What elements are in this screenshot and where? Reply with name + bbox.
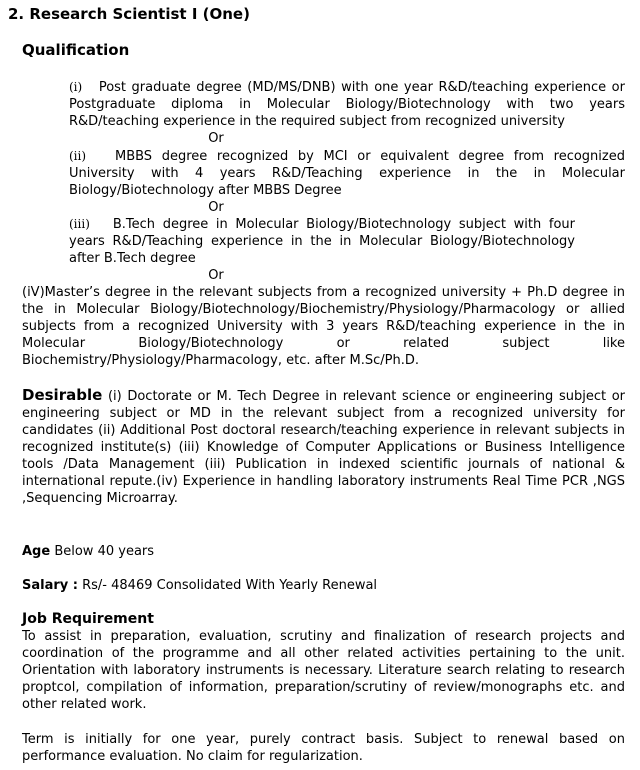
term-text: Term is initially for one year, purely contract basis. Subject to renewal based on performance evaluation. No claim for regularization. [22,732,625,764]
or-separator: Or [208,131,224,146]
section-title: 2. Research Scientist I (One) [8,5,250,23]
or-separator: Or [208,200,224,215]
age-value: Below 40 years [54,544,155,559]
option-text: MBBS degree recognized by MCI or equivalent degree from recognized University with 4 years R&D/Teaching experience in the in Molecular Biology/Biotechnology after MBBS Degree [69,149,625,198]
option-marker: (i) [69,80,83,94]
salary-line [22,577,377,594]
option-marker: (ii) [69,149,87,163]
option-text: Master’s degree in the relevant subjects from a recognized university + Ph.D degree in the in Molecular Biology/Biotechnology/Biochemistry/Physiology/Pharmacology or allied subjects from a recognized University with 3 years R&D/teaching experience in the in Molecular Biology/Biotechnology or related subject like Biochemistry/Physiology/Pharmacology, etc. after M.Sc/Ph.D. [22,285,625,368]
qualification-option-1 [69,79,625,130]
option-text: Post graduate degree (MD/MS/DNB) with one year R&D/teaching experience or Postgraduate diploma in Molecular Biology/Biotechnology with two years R&D/teaching experience in the required subject from recognized university [69,80,625,129]
job-requirement-text: To assist in preparation, evaluation, scrutiny and finalization of research projects and coordination of the programme and all other related activities pertaining to the unit. Orientation with laboratory instruments is necessary. Literature search relating to research proptcol, compilation of information, preparation/scrutiny of review/monographs etc. and other related work. [22,629,625,712]
salary-label: Salary : [22,578,78,593]
qualification-heading: Qualification [22,41,130,59]
salary-value: Rs/- 48469 Consolidated With Yearly Renewal [82,578,378,593]
age-line [22,543,154,560]
option-text: B.Tech degree in Molecular Biology/Biotechnology subject with four years R&D/Teaching experience in the in Molecular Biology/Biotechnology after B.Tech degree [69,217,575,266]
desirable-paragraph [22,387,625,507]
qualification-option-4 [22,284,625,369]
or-separator: Or [208,268,224,283]
qualification-option-2 [69,148,625,199]
option-marker: (iii) [69,217,90,231]
option-marker: (iV) [22,285,45,300]
desirable-label: Desirable [22,386,103,404]
job-requirement-heading: Job Requirement [22,611,154,627]
desirable-text: (i) Doctorate or M. Tech Degree in relevant science or engineering subject or engineering subject or MD in the relevant subject from a recognized university for candidates (ii) Additional Post doctoral research/teaching experience in relevant subjects in recognized institute(s) (iii) Knowledge of Computer Applications or Business Intelligence tools /Data Management (iii) Publication in indexed scientific journals of national & international repute.(iv) Experience in handling laboratory instruments Real Time PCR ,NGS ,Sequencing Microarray. [22,389,626,506]
age-label: Age [22,544,51,559]
qualification-option-3 [69,216,575,267]
